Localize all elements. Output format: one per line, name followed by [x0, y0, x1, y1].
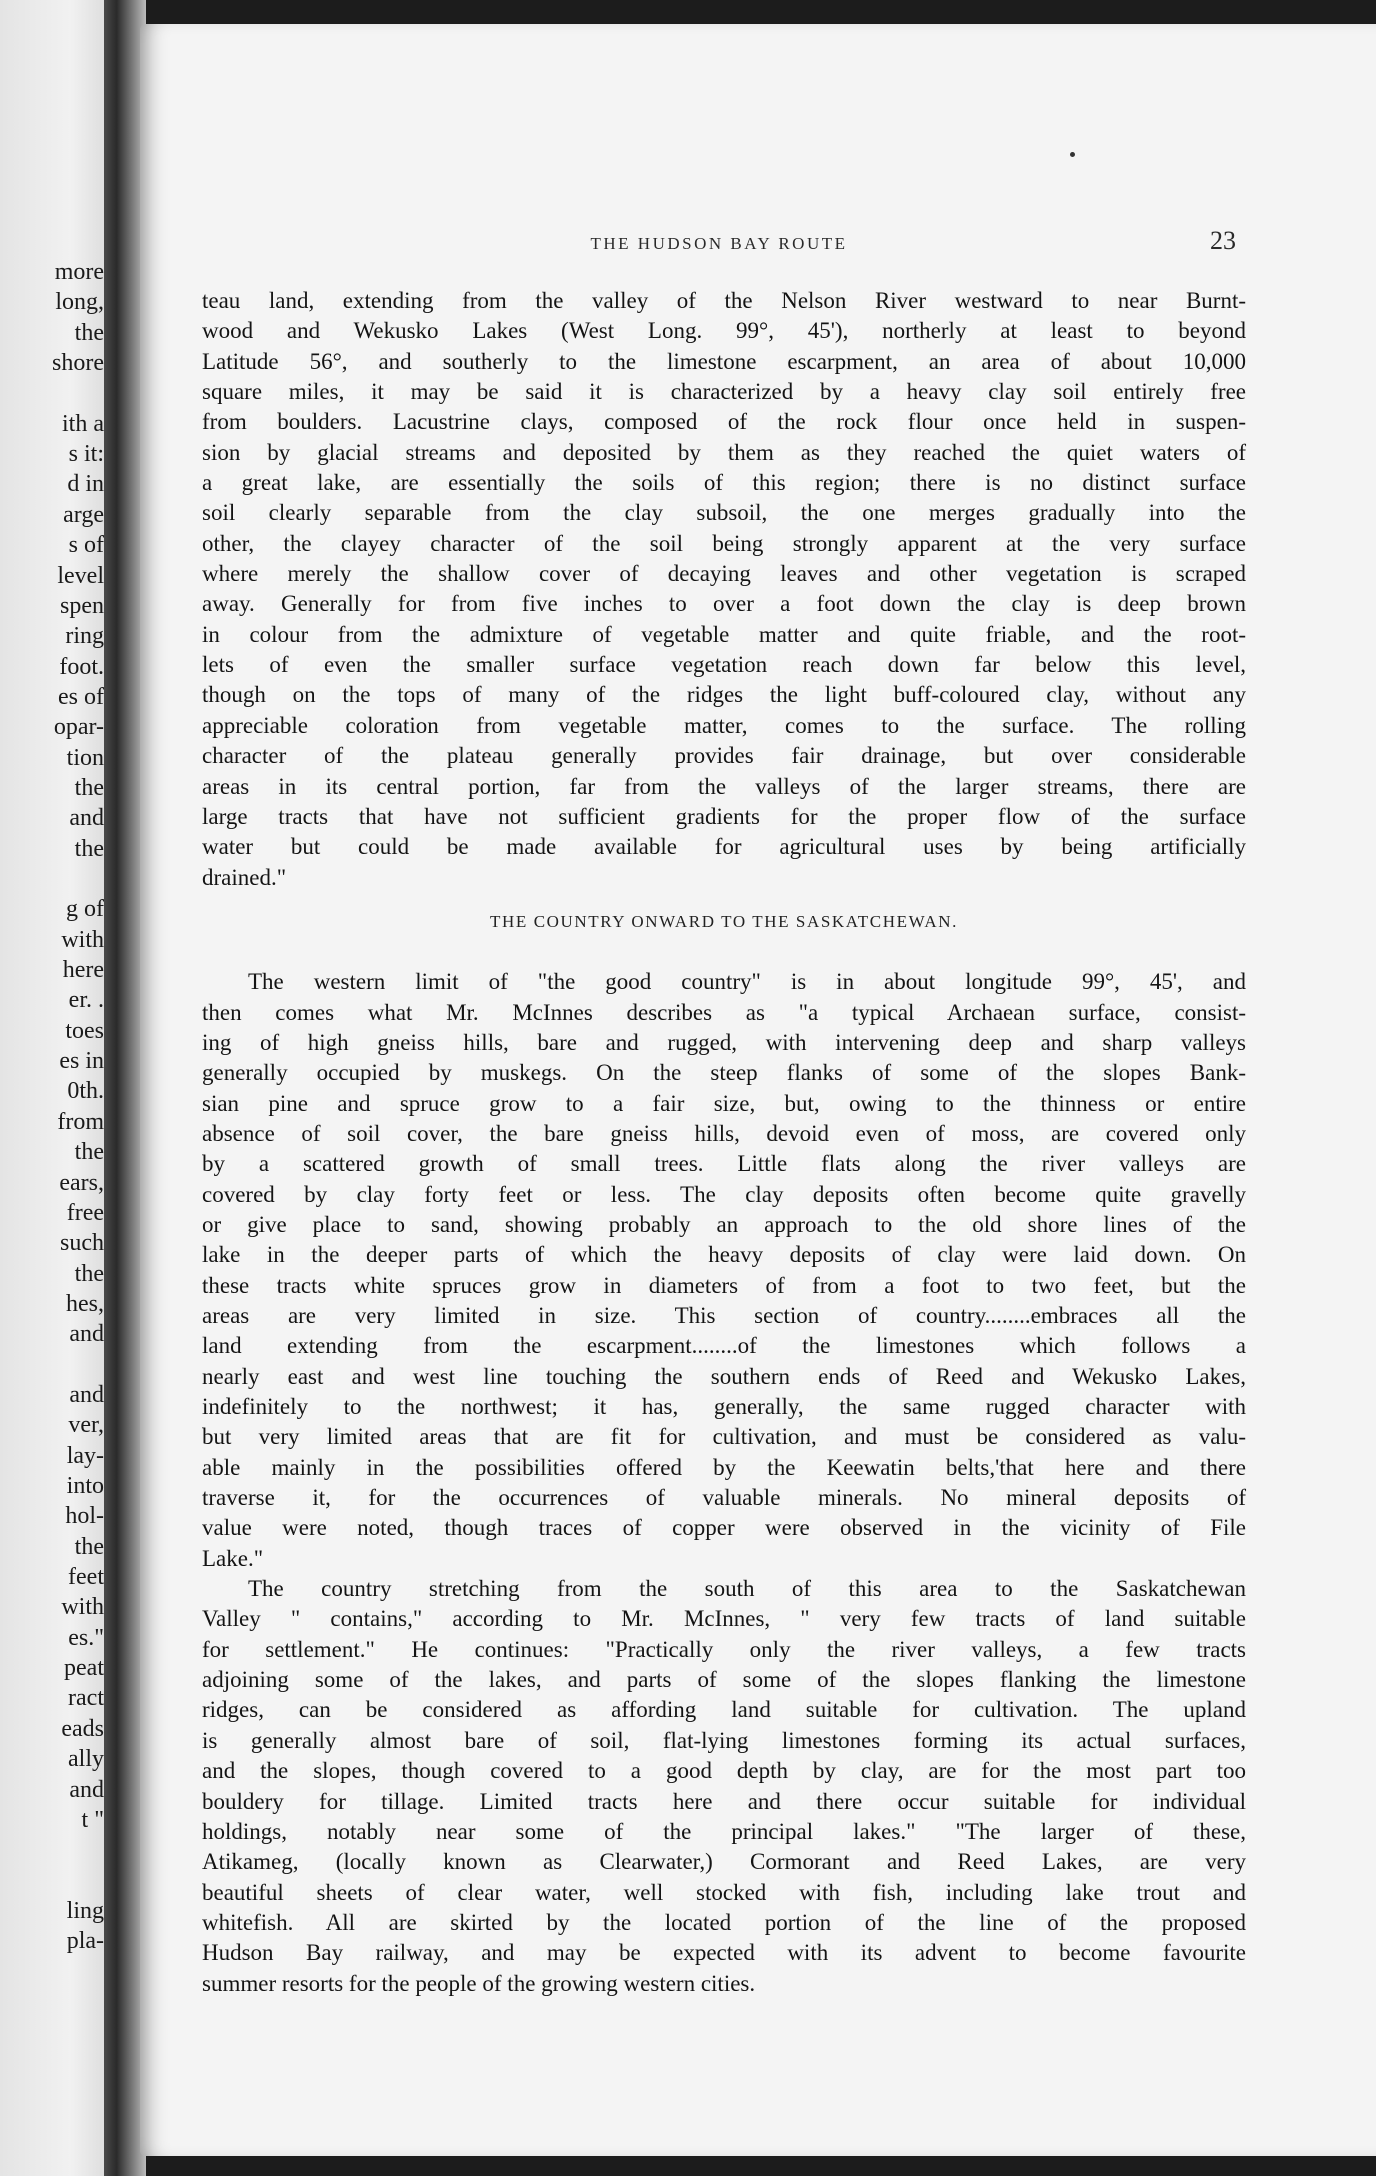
facing-page-fragment: hes, — [66, 1290, 104, 1317]
facing-page-fragment: t " — [81, 1806, 104, 1833]
text-line: absence of soil cover, the bare gneiss hills, devoid even of moss, are covered only — [202, 1120, 1246, 1146]
facing-page-fragment: toes — [65, 1017, 104, 1044]
text-line: these tracts white spruces grow in diameters of from a foot to two feet, but the — [202, 1272, 1246, 1298]
paragraph-country-onward — [202, 967, 1246, 1574]
facing-page-fragment: the — [74, 319, 104, 346]
text-line: water but could be made available for agricultural uses by being artificially — [202, 834, 1246, 860]
text-line: indefinitely to the northwest; it has, generally, the same rugged character with — [202, 1394, 1246, 1420]
text-line: lake in the deeper parts of which the heavy deposits of clay were laid down. On — [202, 1242, 1246, 1268]
text-line: then comes what Mr. McInnes describes as "a typical Archaean surface, consist- — [202, 999, 1246, 1025]
text-line: The western limit of "the good country" is in about longitude 99°, 45', and — [248, 969, 1246, 995]
text-line: wood and Wekusko Lakes (West Long. 99°, 45'), northerly at least to beyond — [202, 318, 1246, 344]
facing-page-fragment: er. . — [68, 987, 104, 1014]
text-line: other, the clayey character of the soil being strongly apparent at the very surface — [202, 530, 1246, 556]
scan-speck — [1070, 152, 1075, 157]
facing-page-edge — [0, 0, 118, 2176]
text-line: but very limited areas that are fit for cultivation, and must be considered as valu- — [202, 1424, 1246, 1450]
facing-page-fragment: foot. — [59, 653, 104, 680]
text-line: character of the plateau generally provides fair drainage, but over considerable — [202, 743, 1246, 769]
text-line: Atikameg, (locally known as Clearwater,) Cormorant and Reed Lakes, are very — [202, 1849, 1246, 1875]
text-line: Valley " contains," according to Mr. McInnes, " very few tracts of land suitable — [202, 1606, 1246, 1632]
text-line: generally occupied by muskegs. On the steep flanks of some of the slopes Bank- — [202, 1060, 1246, 1086]
text-line: ridges, can be considered as affording land suitable for cultivation. The upland — [202, 1697, 1246, 1723]
facing-page-fragment: the — [74, 1260, 104, 1287]
text-line: and the slopes, though covered to a good depth by clay, are for the most part too — [202, 1758, 1246, 1784]
text-line: from boulders. Lacustrine clays, composed of the rock flour once held in suspen- — [202, 409, 1246, 435]
facing-page-fragment: the — [74, 1139, 104, 1166]
text-line: a great lake, are essentially the soils of this region; there is no distinct surface — [202, 470, 1246, 496]
facing-page-fragment: into — [66, 1473, 104, 1499]
facing-page-fragment: shore — [52, 350, 104, 377]
text-line: sion by glacial streams and deposited by them as they reached the quiet waters of — [202, 439, 1246, 465]
facing-page-fragment: ver, — [68, 1412, 104, 1439]
text-line: able mainly in the possibilities offered by the Keewatin belts,'that here and there — [202, 1454, 1246, 1480]
facing-page-fragment: hol- — [65, 1503, 104, 1530]
facing-page-fragment: opar- — [53, 714, 104, 741]
running-head — [202, 222, 1236, 262]
text-line: Hudson Bay railway, and may be expected with its advent to become favourite — [202, 1940, 1246, 1966]
text-line: soil clearly separable from the clay subsoil, the one merges gradually into the — [202, 500, 1246, 526]
running-title: THE HUDSON BAY ROUTE — [590, 234, 848, 253]
text-line: for settlement." He continues: "Practically only the river valleys, a few tracts — [202, 1636, 1246, 1662]
text-line: holdings, notably near some of the principal lakes." "The larger of these, — [202, 1818, 1246, 1844]
facing-page-fragment: s it: — [68, 441, 104, 468]
facing-page-fragment: feet — [68, 1564, 104, 1591]
facing-page-fragment: from — [57, 1108, 104, 1135]
facing-page-fragment: and — [69, 805, 104, 832]
facing-page-fragment: long, — [55, 289, 104, 316]
text-line: large tracts that have not sufficient gradients for the proper flow of the surface — [202, 803, 1246, 829]
text-line: though on the tops of many of the ridges the light buff-coloured clay, without any — [202, 682, 1246, 708]
text-line: drained." — [202, 864, 287, 890]
facing-page-fragment: ally — [68, 1746, 104, 1773]
facing-page-fragment: with — [61, 1594, 104, 1621]
text-line: is generally almost bare of soil, flat-lying limestones forming its actual surfaces, — [202, 1727, 1246, 1753]
facing-page-fragment: the — [74, 774, 104, 801]
facing-page-fragment: s of — [68, 532, 104, 559]
text-line: nearly east and west line touching the southern ends of Reed and Wekusko Lakes, — [202, 1363, 1246, 1389]
facing-page-fragment: ith a — [62, 410, 104, 437]
text-line: teau land, extending from the valley of the Nelson River westward to near Burnt- — [202, 288, 1246, 313]
text-line: by a scattered growth of small trees. Little flats along the river valleys are — [202, 1151, 1246, 1177]
text-line: appreciable coloration from vegetable matter, comes to the surface. The rolling — [202, 712, 1246, 738]
facing-page-fragment: free — [66, 1199, 104, 1226]
text-line: bouldery for tillage. Limited tracts here and there occur suitable for individual — [202, 1788, 1246, 1814]
section-heading: THE COUNTRY ONWARD TO THE SASKATCHEWAN. — [490, 911, 958, 931]
text-line: beautiful sheets of clear water, well stocked with fish, including lake trout and — [202, 1879, 1246, 1905]
facing-page-fragment: ract — [68, 1685, 104, 1712]
facing-page-fragment: lay- — [66, 1442, 104, 1469]
text-line: traverse it, for the occurrences of valuable minerals. No mineral deposits of — [202, 1485, 1246, 1511]
text-line: lets of even the smaller surface vegetation reach down far below this level, — [202, 652, 1246, 678]
text-line: where merely the shallow cover of decaying leaves and other vegetation is scraped — [202, 561, 1246, 587]
facing-page-fragment: the — [74, 1533, 104, 1560]
body-text — [202, 286, 1246, 1999]
facing-page-fragment: spen — [60, 592, 104, 619]
text-line: adjoining some of the lakes, and parts of some of the slopes flanking the limestone — [202, 1667, 1246, 1693]
facing-page-fragment: arge — [63, 501, 104, 528]
page-number: 23 — [1210, 226, 1236, 255]
facing-page-fragment: level — [57, 562, 104, 589]
facing-page-fragment: tion — [66, 744, 104, 771]
text-line: areas in its central portion, far from the valleys of the larger streams, there are — [202, 773, 1246, 799]
facing-page-fragment: here — [62, 957, 104, 984]
facing-page-fragment: ears, — [59, 1169, 104, 1196]
text-line: or give place to sand, showing probably an approach to the old shore lines of the — [202, 1211, 1246, 1237]
facing-page-fragment: peat — [64, 1655, 104, 1682]
text-line: summer resorts for the people of the growing western cities. — [202, 1970, 756, 1996]
facing-page-fragment: such — [60, 1230, 104, 1257]
facing-page-fragment: with — [61, 926, 104, 953]
text-line: square miles, it may be said it is characterized by a heavy clay soil entirely free — [202, 379, 1246, 405]
text-line: ing of high gneiss hills, bare and rugged, with intervening deep and sharp valleys — [202, 1029, 1246, 1055]
text-line: Lake." — [202, 1545, 264, 1571]
facing-page-fragment: and — [69, 1321, 104, 1348]
facing-page-fragment: and — [69, 1381, 104, 1408]
facing-page-fragment: es." — [68, 1624, 104, 1651]
facing-page-fragment: ling — [66, 1897, 104, 1924]
text-line: sian pine and spruce grow to a fair size, but, owing to the thinness or entire — [202, 1090, 1246, 1116]
facing-page-fragment: and — [69, 1776, 104, 1803]
text-line: Latitude 56°, and southerly to the limestone escarpment, an area of about 10,000 — [202, 348, 1246, 374]
text-line: value were noted, though traces of copper were observed in the vicinity of File — [202, 1515, 1246, 1541]
facing-page-fragment: pla- — [66, 1928, 104, 1955]
text-line: areas are very limited in size. This section of country........embraces all the — [202, 1303, 1246, 1328]
facing-page-fragment: eads — [61, 1715, 104, 1742]
facing-page-fragment: 0th. — [67, 1078, 104, 1105]
facing-page-fragment: ring — [65, 623, 104, 650]
text-line: away. Generally for from five inches to over a foot down the clay is deep brown — [202, 591, 1246, 617]
text-line: land extending from the escarpment........of the limestones which follows a — [202, 1333, 1246, 1359]
facing-page-fragment: es in — [59, 1048, 104, 1075]
facing-page-fragment: g of — [66, 896, 104, 923]
facing-page-fragment: es of — [58, 683, 104, 710]
text-line: covered by clay forty feet or less. The clay deposits often become quite gravelly — [202, 1181, 1246, 1207]
text-line: The country stretching from the south of this area to the Saskatchewan — [248, 1576, 1246, 1602]
paragraph-saskatchewan-valley — [202, 1574, 1246, 1999]
text-line: whitefish. All are skirted by the located portion of the line of the proposed — [202, 1909, 1246, 1935]
text-line: in colour from the admixture of vegetable matter and quite friable, and the root- — [202, 621, 1246, 647]
facing-page-fragment: the — [74, 835, 104, 862]
paragraph-plateau-soils — [202, 286, 1246, 893]
facing-page-fragment: d in — [67, 471, 104, 498]
facing-page-fragment: more — [54, 259, 104, 285]
book-page — [140, 24, 1376, 2156]
